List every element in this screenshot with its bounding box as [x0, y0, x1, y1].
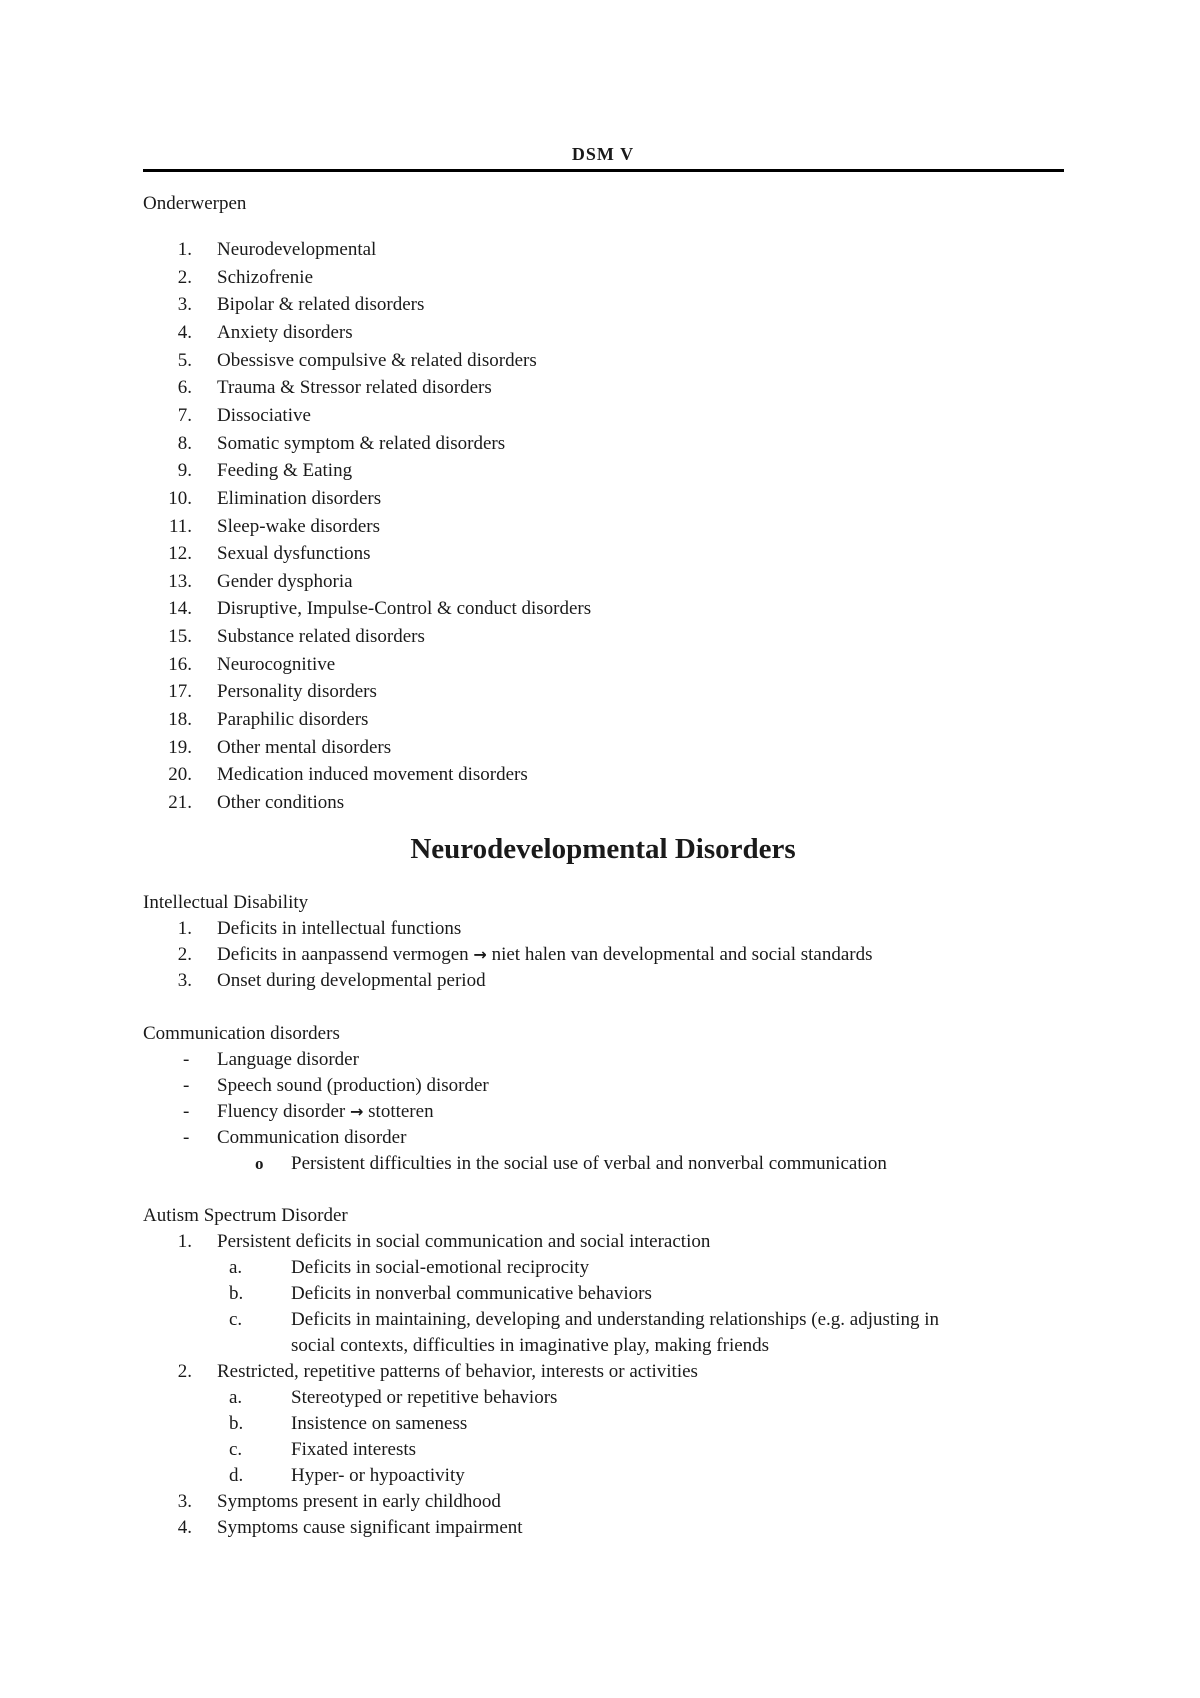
topic-text: Elimination disorders	[217, 487, 382, 509]
topic-text: Gender dysphoria	[217, 570, 353, 592]
topic-number: 11.	[168, 515, 192, 537]
topic-number: 19.	[168, 736, 192, 758]
topic-text: Disruptive, Impulse-Control & conduct disorders	[217, 598, 592, 620]
topic-number: 2.	[177, 266, 192, 288]
topic-number: 8.	[177, 432, 192, 454]
topic-text: Paraphilic disorders	[217, 709, 369, 731]
topic-text: Neurodevelopmental	[217, 239, 377, 260]
topic-text: Somatic symptom & related disorders	[217, 432, 506, 454]
document-page: DSM V Onderwerpen 1. Neurodevelopmental 2. Schizofrenie 3. Bipolar & related disorders 4. Anxiety disorders 5. Obessisve compulsive & related disorders 6. Trauma & Stressor related disorders 7. Dissociative 8. Somatic symptom & related disorders 9. Feeding & Eating 10. Elimination disorders 11. Sleep-wake disorders 12. Sexual dysfunctions 13. Gender dysphoria 14. Disruptive, Impulse-Control & conduct disorders 15. Substance related disorders 16. Neurocognitive 17. Personality disorders 18. Paraphilic disorders 19. Other mental disorders 20. Medication induced movement disorders 21. Other conditions Neurodevelopmental Disorders Intellectual Disability 1. Deficits in intellectual functions 2. Deficits in aanpassend vermogen → niet halen van developmental and social standards 3. Onset during developmental period Communication disorders - Language disorder - Speech sound (production) disorder - Fluency disorder → stotteren - Communication disorder o Persistent difficulties in the social use of verbal and nonverbal communication Autism Spectrum Disorder 1. Persistent deficits in social communication and social interaction a. Deficits in social-emotional reciprocity b. Deficits in nonverbal communicative behaviors c. Deficits in maintaining, developing and understanding relationships (e.g. adjusting in social contexts, difficulties in imaginative play, making friends 2. Restricted, repetitive patterns of behavior, interests or activities a. Stereotyped or repetitive behaviors b. Insistence on sameness c. Fixated interests d. Hyper- or hypoactivity 3. Symptoms present in early childhood 4. Symptoms cause significant impairment	[0, 0, 1200, 1698]
topic-number: 21.	[168, 792, 192, 813]
topic-text: Feeding & Eating	[217, 460, 353, 482]
topic-number: 12.	[168, 543, 192, 565]
topic-text: Obessisve compulsive & related disorders	[217, 349, 537, 371]
topic-number: 15.	[168, 626, 192, 648]
topic-text: Trauma & Stressor related disorders	[217, 377, 492, 399]
topic-number: 17.	[168, 681, 192, 703]
topic-text: Sexual dysfunctions	[217, 543, 371, 565]
arrow-right-icon: →	[473, 945, 487, 964]
topic-text: Other conditions	[217, 792, 345, 813]
arrow-right-icon: →	[349, 1102, 364, 1121]
topics-label: Onderwerpen	[143, 193, 247, 214]
topic-number: 5.	[177, 349, 192, 371]
intellectual-label: Intellectual Disability	[143, 892, 309, 913]
topic-number: 14.	[168, 598, 192, 620]
topic-number: 13.	[168, 570, 192, 592]
topic-number: 4.	[177, 321, 192, 343]
topic-text: Other mental disorders	[217, 736, 392, 758]
page-header-title: DSM V	[571, 144, 635, 164]
topic-text: Anxiety disorders	[217, 321, 353, 343]
topic-number: 3.	[177, 294, 192, 316]
communication-label: Communication disorders	[143, 1023, 340, 1044]
bullet-o-icon: o	[255, 1154, 264, 1173]
topic-text: Sleep-wake disorders	[217, 515, 381, 537]
topic-text: Medication induced movement disorders	[217, 764, 528, 786]
topic-number: 20.	[168, 764, 192, 786]
topic-text: Substance related disorders	[217, 626, 425, 648]
topic-text: Personality disorders	[217, 681, 377, 703]
topic-text: Dissociative	[217, 404, 311, 426]
topic-number: 9.	[177, 460, 192, 482]
autism-label: Autism Spectrum Disorder	[143, 1205, 348, 1226]
topic-number: 18.	[168, 709, 192, 731]
topic-text: Bipolar & related disorders	[217, 294, 425, 316]
list-sub-item-continuation: social contexts, difficulties in imaginative play, making friends	[291, 1335, 770, 1356]
section-heading: Neurodevelopmental Disorders	[410, 833, 796, 865]
topic-number: 16.	[168, 653, 192, 675]
header-rule	[143, 169, 1064, 172]
topic-number: 6.	[177, 377, 192, 399]
topic-number: 1.	[177, 239, 192, 260]
topic-number: 7.	[177, 404, 192, 426]
topic-text: Neurocognitive	[217, 653, 336, 675]
topic-number: 10.	[168, 487, 192, 509]
topic-text: Schizofrenie	[217, 266, 314, 288]
